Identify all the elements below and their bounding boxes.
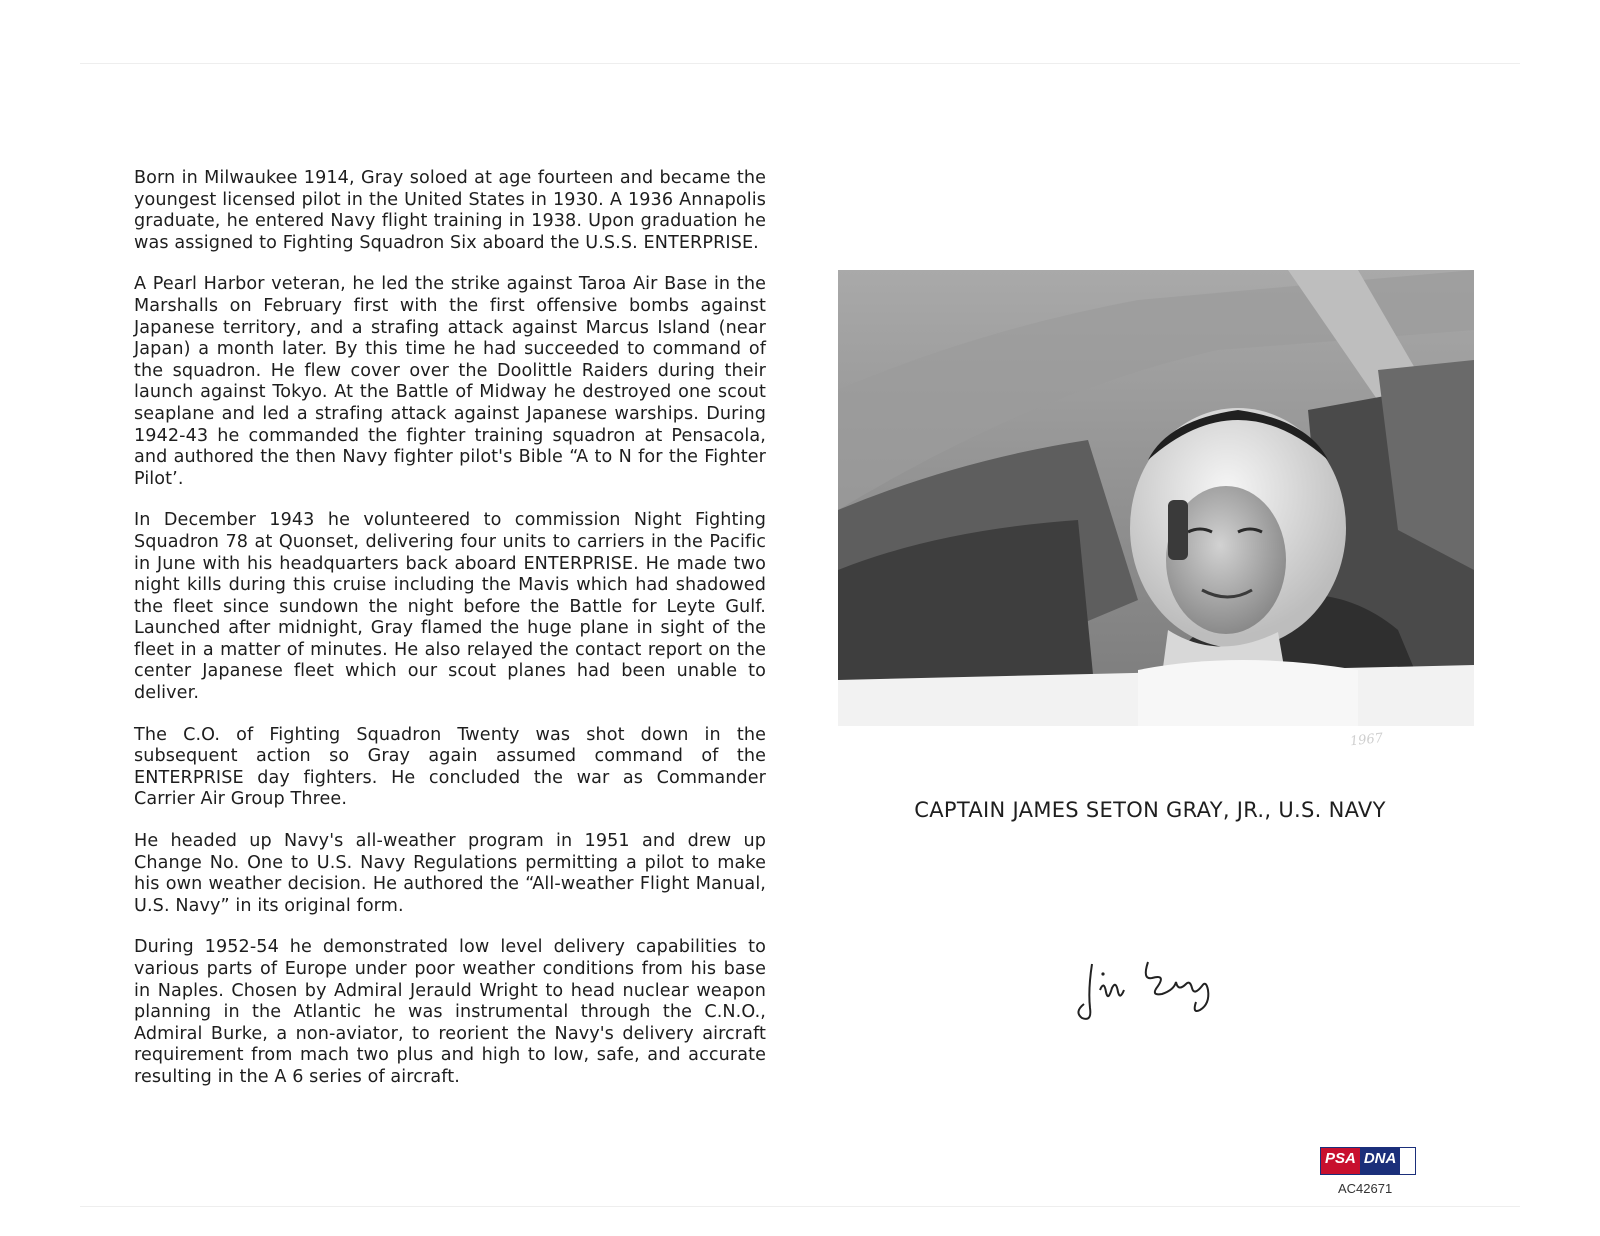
bottom-rule — [80, 1206, 1520, 1207]
certification-number: AC42671 — [1338, 1181, 1393, 1196]
dna-logo-text: DNA — [1360, 1148, 1401, 1174]
photo-caption: CAPTAIN JAMES SETON GRAY, JR., U.S. NAVY — [914, 798, 1386, 822]
top-rule — [80, 63, 1520, 64]
psa-logo-text: PSA — [1321, 1148, 1360, 1174]
pilot-cockpit-photo — [838, 270, 1474, 726]
signature — [1070, 950, 1230, 1040]
bio-paragraph-6: During 1952-54 he demonstrated low level delivery capabilities to various parts of Europe under poor weather conditions from his base in Naples. Chosen by Admiral Jerauld Wright to head nuclear weapon planning in the Atlantic he was instrumental through the C.N.O., Admiral Burke, a non-aviator, to reorient the Navy's delivery aircraft requirement from mach two plus and high to low, safe, and accurate resulting in the A 6 series of aircraft. — [134, 937, 766, 1087]
bio-paragraph-3: In December 1943 he volunteered to commission Night Fighting Squadron 78 at Quonset, delivering four units to carriers in the Pacific in June with his headquarters back aboard ENTERPRISE. He made two night kills during this cruise including the Mavis which had shadowed the fleet since sundown the night before the Battle for Leyte Gulf. Launched after midnight, Gray flamed the huge plane in sight of the fleet in a matter of minutes. He also relayed the contact report on the center Japanese fleet which our scout planes had been unable to deliver. — [134, 510, 766, 704]
bio-paragraph-1: Born in Milwaukee 1914, Gray soloed at age fourteen and became the youngest licensed pilot in the United States in 1930. A 1936 Annapolis graduate, he entered Navy flight training in 1938. Upon graduation he was assigned to Fighting Squadron Six aboard the U.S.S. ENTERPRISE. — [134, 168, 766, 253]
bio-paragraph-2: A Pearl Harbor veteran, he led the strike against Taroa Air Base in the Marshalls on February first with the first offensive bombs against Japanese territory, and a strafing attack against Marcus Island (near Japan) a month later. By this time he had succeeded to command of the squadron. He flew cover over the Doolittle Raiders during their launch against Tokyo. At the Battle of Midway he destroyed one scout seaplane and led a strafing attack against Japanese warships. During 1942-43 he commanded the fighter training squadron at Pensacola, and authored the then Navy fighter pilot's Bible “A to N for the Fighter Pilot’. — [134, 274, 766, 489]
bio-paragraph-4: The C.O. of Fighting Squadron Twenty was shot down in the subsequent action so Gray again assumed command of the ENTERPRISE day fighters. He concluded the war as Commander Carrier Air Group Three. — [134, 724, 766, 810]
photo-handwritten-note — [1317, 724, 1428, 755]
psa-dna-logo — [1320, 1147, 1416, 1175]
biography-text — [134, 168, 766, 1109]
bio-paragraph-5: He headed up Navy's all-weather program in 1951 and drew up Change No. One to U.S. Navy Regulations permitting a pilot to make his own weather decision. He authored the “All-weather Flight Manual, U.S. Navy” in its original form. — [134, 831, 766, 916]
photo-note-line-2: 1967 — [1349, 730, 1384, 750]
